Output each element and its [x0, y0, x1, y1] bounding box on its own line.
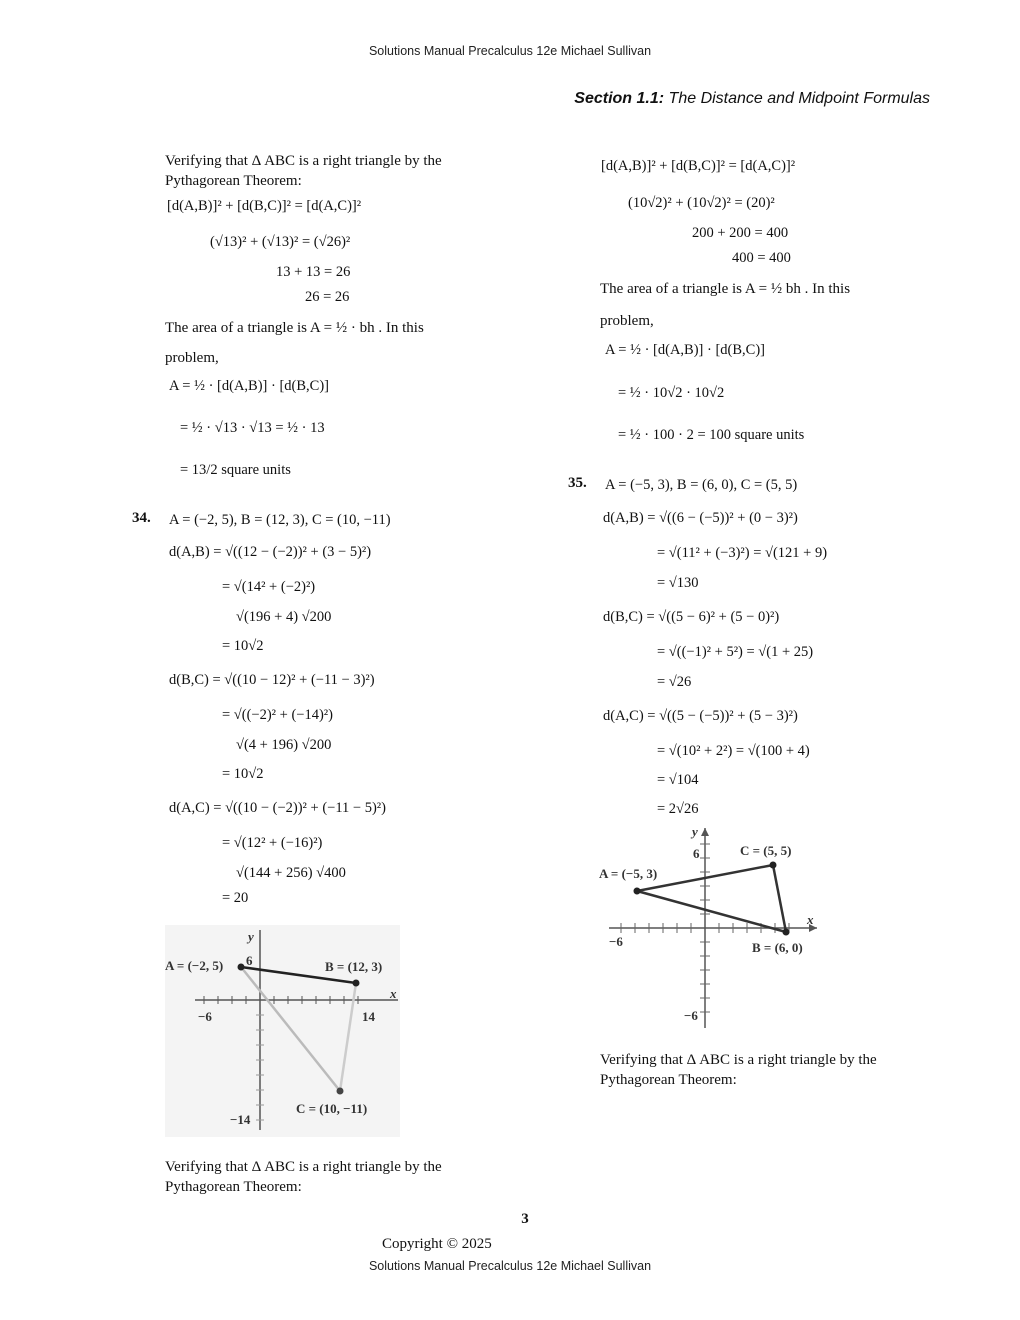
running-header: Solutions Manual Precalculus 12e Michael Sullivan	[368, 44, 652, 58]
left-pyth-equation: [d(A,B)]² + [d(B,C)]² = [d(A,C)]²	[167, 198, 362, 214]
p35-dac-line2: = √(10² + 2²) = √(100 + 4)	[657, 743, 810, 759]
left-area-problem: problem,	[165, 350, 219, 366]
right-area-problem: problem,	[600, 313, 654, 329]
p35-dac-line1: d(A,C) = √((5 − (−5))² + (5 − 3)²)	[603, 708, 798, 724]
side-ab	[637, 891, 786, 932]
p34-dac-line1: d(A,C) = √((10 − (−2))² + (−11 − 5)²)	[169, 800, 386, 816]
left-verify-bottom-line2: Pythagorean Theorem:	[165, 1179, 302, 1195]
left-pyth-result: 26 = 26	[305, 289, 350, 305]
left-pyth-sum: 13 + 13 = 26	[276, 264, 351, 280]
tick-label-y-top: 6	[246, 953, 253, 968]
point-c	[770, 862, 777, 869]
label-b: B = (6, 0)	[752, 940, 803, 955]
p34-dbc-line3: √(4 + 196) √200	[236, 737, 332, 753]
section-label: Section 1.1:	[574, 90, 665, 107]
copyright: Copyright © 2025	[382, 1236, 492, 1252]
label-c: C = (10, −11)	[296, 1101, 368, 1116]
p34-dbc-line1: d(B,C) = √((10 − 12)² + (−11 − 3)²)	[169, 672, 375, 688]
label-a: A = (−5, 3)	[599, 866, 658, 881]
label-a: A = (−2, 5)	[165, 958, 224, 973]
right-pyth-result: 400 = 400	[732, 250, 791, 266]
page-number: 3	[521, 1211, 529, 1227]
p35-dab-line1: d(A,B) = √((6 − (−5))² + (0 − 3)²)	[603, 510, 798, 526]
p35-dac-line4: = 2√26	[657, 801, 699, 817]
tick-label-y-bottom: −6	[684, 1008, 698, 1023]
tick-label-x-left: −6	[198, 1009, 212, 1024]
section-title: The Distance and Midpoint Formulas	[668, 90, 930, 107]
right-verify-line1: Verifying that Δ ABC is a right triangle by the	[600, 1052, 877, 1068]
p35-dbc-line3: = √26	[657, 674, 692, 690]
p34-dab-line2: = √(14² + (−2)²)	[222, 579, 316, 595]
right-pyth-substitution: (10√2)² + (10√2)² = (20)²	[628, 195, 775, 211]
point-a	[634, 888, 641, 895]
p35-dab-line2: = √(11² + (−3)²) = √(121 + 9)	[657, 545, 828, 561]
left-verify-line1: Verifying that Δ ABC is a right triangle by the	[165, 153, 442, 169]
left-verify-line2: Pythagorean Theorem:	[165, 173, 302, 189]
side-bc	[773, 865, 786, 932]
axis-label-x: x	[390, 986, 397, 1001]
tick-label-x-left: −6	[609, 934, 623, 949]
tick-label-y-top: 6	[693, 846, 700, 861]
problem-35-triangle-graph	[595, 822, 825, 1032]
right-pyth-sum: 200 + 200 = 400	[692, 225, 789, 241]
left-area-eq2: = ½ · √13 · √13 = ½ · 13	[180, 420, 325, 436]
right-pyth-equation: [d(A,B)]² + [d(B,C)]² = [d(A,C)]²	[601, 158, 796, 174]
p34-dab-line4: = 10√2	[222, 638, 264, 654]
point-b	[783, 929, 790, 936]
axis-label-y: y	[692, 824, 698, 839]
axis-label-y: y	[248, 929, 254, 944]
axis-label-x: x	[807, 912, 814, 927]
label-b: B = (12, 3)	[325, 959, 383, 974]
p34-dbc-line2: = √((−2)² + (−14)²)	[222, 707, 333, 723]
left-verify-bottom-line1: Verifying that Δ ABC is a right triangle by the	[165, 1159, 442, 1175]
section-heading	[574, 90, 930, 108]
p34-dac-line2: = √(12² + (−16)²)	[222, 835, 323, 851]
right-area-eq3: = ½ · 100 · 2 = 100 square units	[618, 427, 805, 443]
right-area-eq1: A = ½ · [d(A,B)] · [d(B,C)]	[605, 342, 765, 358]
problem-34-number: 34.	[132, 510, 151, 526]
left-area-text: The area of a triangle is A = ½ · bh . In this	[165, 320, 424, 336]
running-footer: Solutions Manual Precalculus 12e Michael Sullivan	[368, 1259, 652, 1273]
p34-dab-line1: d(A,B) = √((12 − (−2))² + (3 − 5)²)	[169, 544, 372, 560]
point-c	[337, 1088, 344, 1095]
problem-34-triangle-graph	[160, 925, 405, 1140]
p35-dab-line3: = √130	[657, 575, 699, 591]
problem-34-points: A = (−2, 5), B = (12, 3), C = (10, −11)	[169, 512, 391, 528]
point-a	[238, 964, 245, 971]
problem-35-number: 35.	[568, 475, 587, 491]
left-area-eq1: A = ½ · [d(A,B)] · [d(B,C)]	[169, 378, 329, 394]
left-pyth-substitution: (√13)² + (√13)² = (√26)²	[210, 234, 351, 250]
p34-dac-line4: = 20	[222, 890, 249, 906]
p34-dac-line3: √(144 + 256) √400	[236, 865, 346, 881]
p34-dab-line3: √(196 + 4) √200	[236, 609, 332, 625]
tick-label-y-bottom: −14	[230, 1112, 251, 1127]
point-b	[353, 980, 360, 987]
y-axis-arrow	[701, 828, 709, 836]
p34-dbc-line4: = 10√2	[222, 766, 264, 782]
right-area-text: The area of a triangle is A = ½ bh . In this	[600, 281, 851, 297]
p35-dbc-line1: d(B,C) = √((5 − 6)² + (5 − 0)²)	[603, 609, 780, 625]
right-verify-line2: Pythagorean Theorem:	[600, 1072, 737, 1088]
problem-35-points: A = (−5, 3), B = (6, 0), C = (5, 5)	[605, 477, 798, 493]
right-area-eq2: = ½ · 10√2 · 10√2	[618, 385, 725, 401]
left-area-eq3: = 13/2 square units	[180, 462, 291, 478]
p35-dac-line3: = √104	[657, 772, 699, 788]
p35-dbc-line2: = √((−1)² + 5²) = √(1 + 25)	[657, 644, 814, 660]
label-c: C = (5, 5)	[740, 843, 792, 858]
tick-label-x-right: 14	[362, 1009, 375, 1024]
